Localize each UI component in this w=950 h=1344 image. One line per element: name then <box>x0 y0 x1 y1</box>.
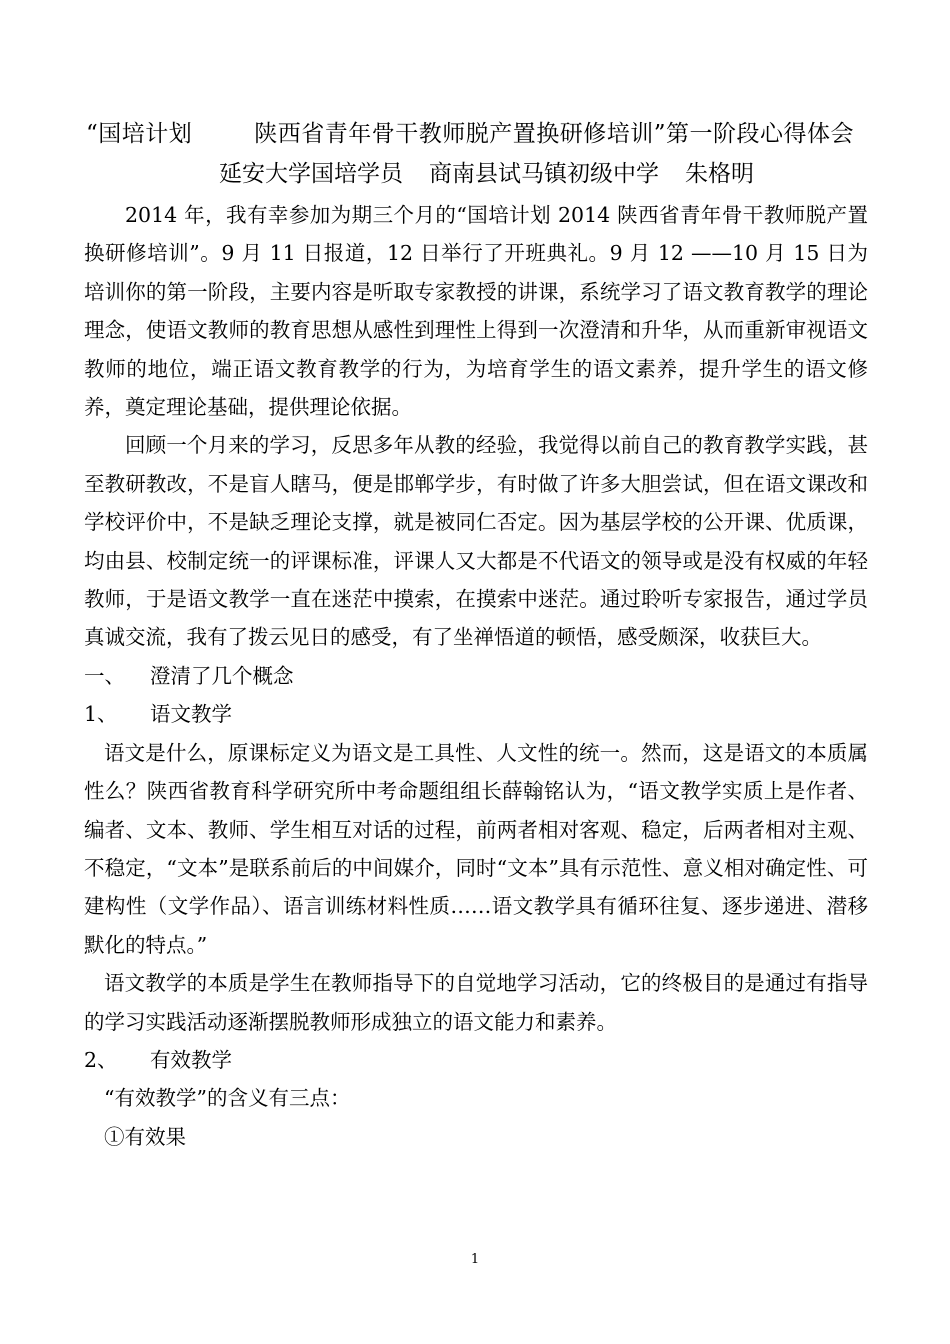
subsection-number: 1、 <box>84 702 118 727</box>
author-name: 朱格明 <box>685 161 754 187</box>
subsection-title: 有效教学 <box>150 1047 232 1072</box>
author-line <box>219 158 859 190</box>
effective-teaching-intro: “有效教学”的含义有三点： <box>104 1086 351 1111</box>
paragraph-essence: 语文教学的本质是学生在教师指导下的自觉地学习活动，它的终极目的是通过有指导的学习实践活动逐渐摆脱教师形成独立的语文能力和素养。 <box>84 971 868 1034</box>
section-number: 一、 <box>84 663 125 688</box>
paragraph-intro: 2014 年，我有幸参加为期三个月的“国培计划 2014 陕西省青年骨干教师脱产置换研修培训”。9 月 11 日报道，12 日举行了开班典礼。9 月 12 ——10 月 15 日为培训你的第一阶段，主要内容是听取专家教授的讲课，系统学习了语文教育教学的理论理念，使语文教师的教育思想从感性到理性上得到一次澄清和升华，从而重新审视语文教师的地位，端正语文教育教学的行为，为培育学生的语文素养，提升学生的语文修养，奠定理论基础，提供理论依据。 <box>84 203 868 420</box>
document-title <box>86 118 886 150</box>
paragraph-definition: 语文是什么，原课标定义为语文是工具性、人文性的统一。然而，这是语文的本质属性么？陕西省教育科学研究所中考命题组组长薛翰铭认为，“语文教学实质上是作者、编者、文本、教师、学生相互对话的过程，前两者相对客观、稳定，后两者相对主观、不稳定，“文本”是联系前后的中间媒介，同时“文本”具有示范性、意义相对确定性、可建构性（文学作品）、语言训练材料性质……语文教学具有循环往复、逐步递进、潜移默化的特点。” <box>84 740 868 957</box>
section-heading-1 <box>84 657 868 695</box>
document-body <box>84 196 868 1156</box>
subsection-heading-1 <box>84 695 868 733</box>
paragraph-reflection: 回顾一个月来的学习，反思多年从教的经验，我觉得以前自己的教育教学实践，甚至教研教改，不是盲人瞎马，便是邯郸学步，有时做了许多大胆尝试，但在语文课改和学校评价中，不是缺乏理论支撑，就是被同仁否定。因为基层学校的公开课、优质课，均由县、校制定统一的评课标准，评课人又大都是不代语文的领导或是没有权威的年轻教师，于是语文教学一直在迷茫中摸索，在摸索中迷茫。通过聆听专家报告，通过学员真诚交流，我有了拨云见日的感受，有了坐禅悟道的顿悟，感受颇深，收获巨大。 <box>84 433 868 650</box>
section-title: 澄清了几个概念 <box>150 663 294 688</box>
author-affiliation: 延安大学国培学员 <box>219 161 403 187</box>
page-number: 1 <box>470 1252 480 1267</box>
title-part-1: “国培计划 <box>86 121 193 147</box>
title-part-2: 陕西省青年骨干教师脱产置换研修培训”第一阶段心得体会 <box>254 121 855 147</box>
subsection-number: 2、 <box>84 1047 118 1072</box>
subsection-heading-2 <box>84 1041 868 1079</box>
subsection-title: 语文教学 <box>150 702 232 727</box>
effective-teaching-point-1: ①有效果 <box>104 1124 186 1149</box>
author-school: 商南县试马镇初级中学 <box>429 161 659 187</box>
